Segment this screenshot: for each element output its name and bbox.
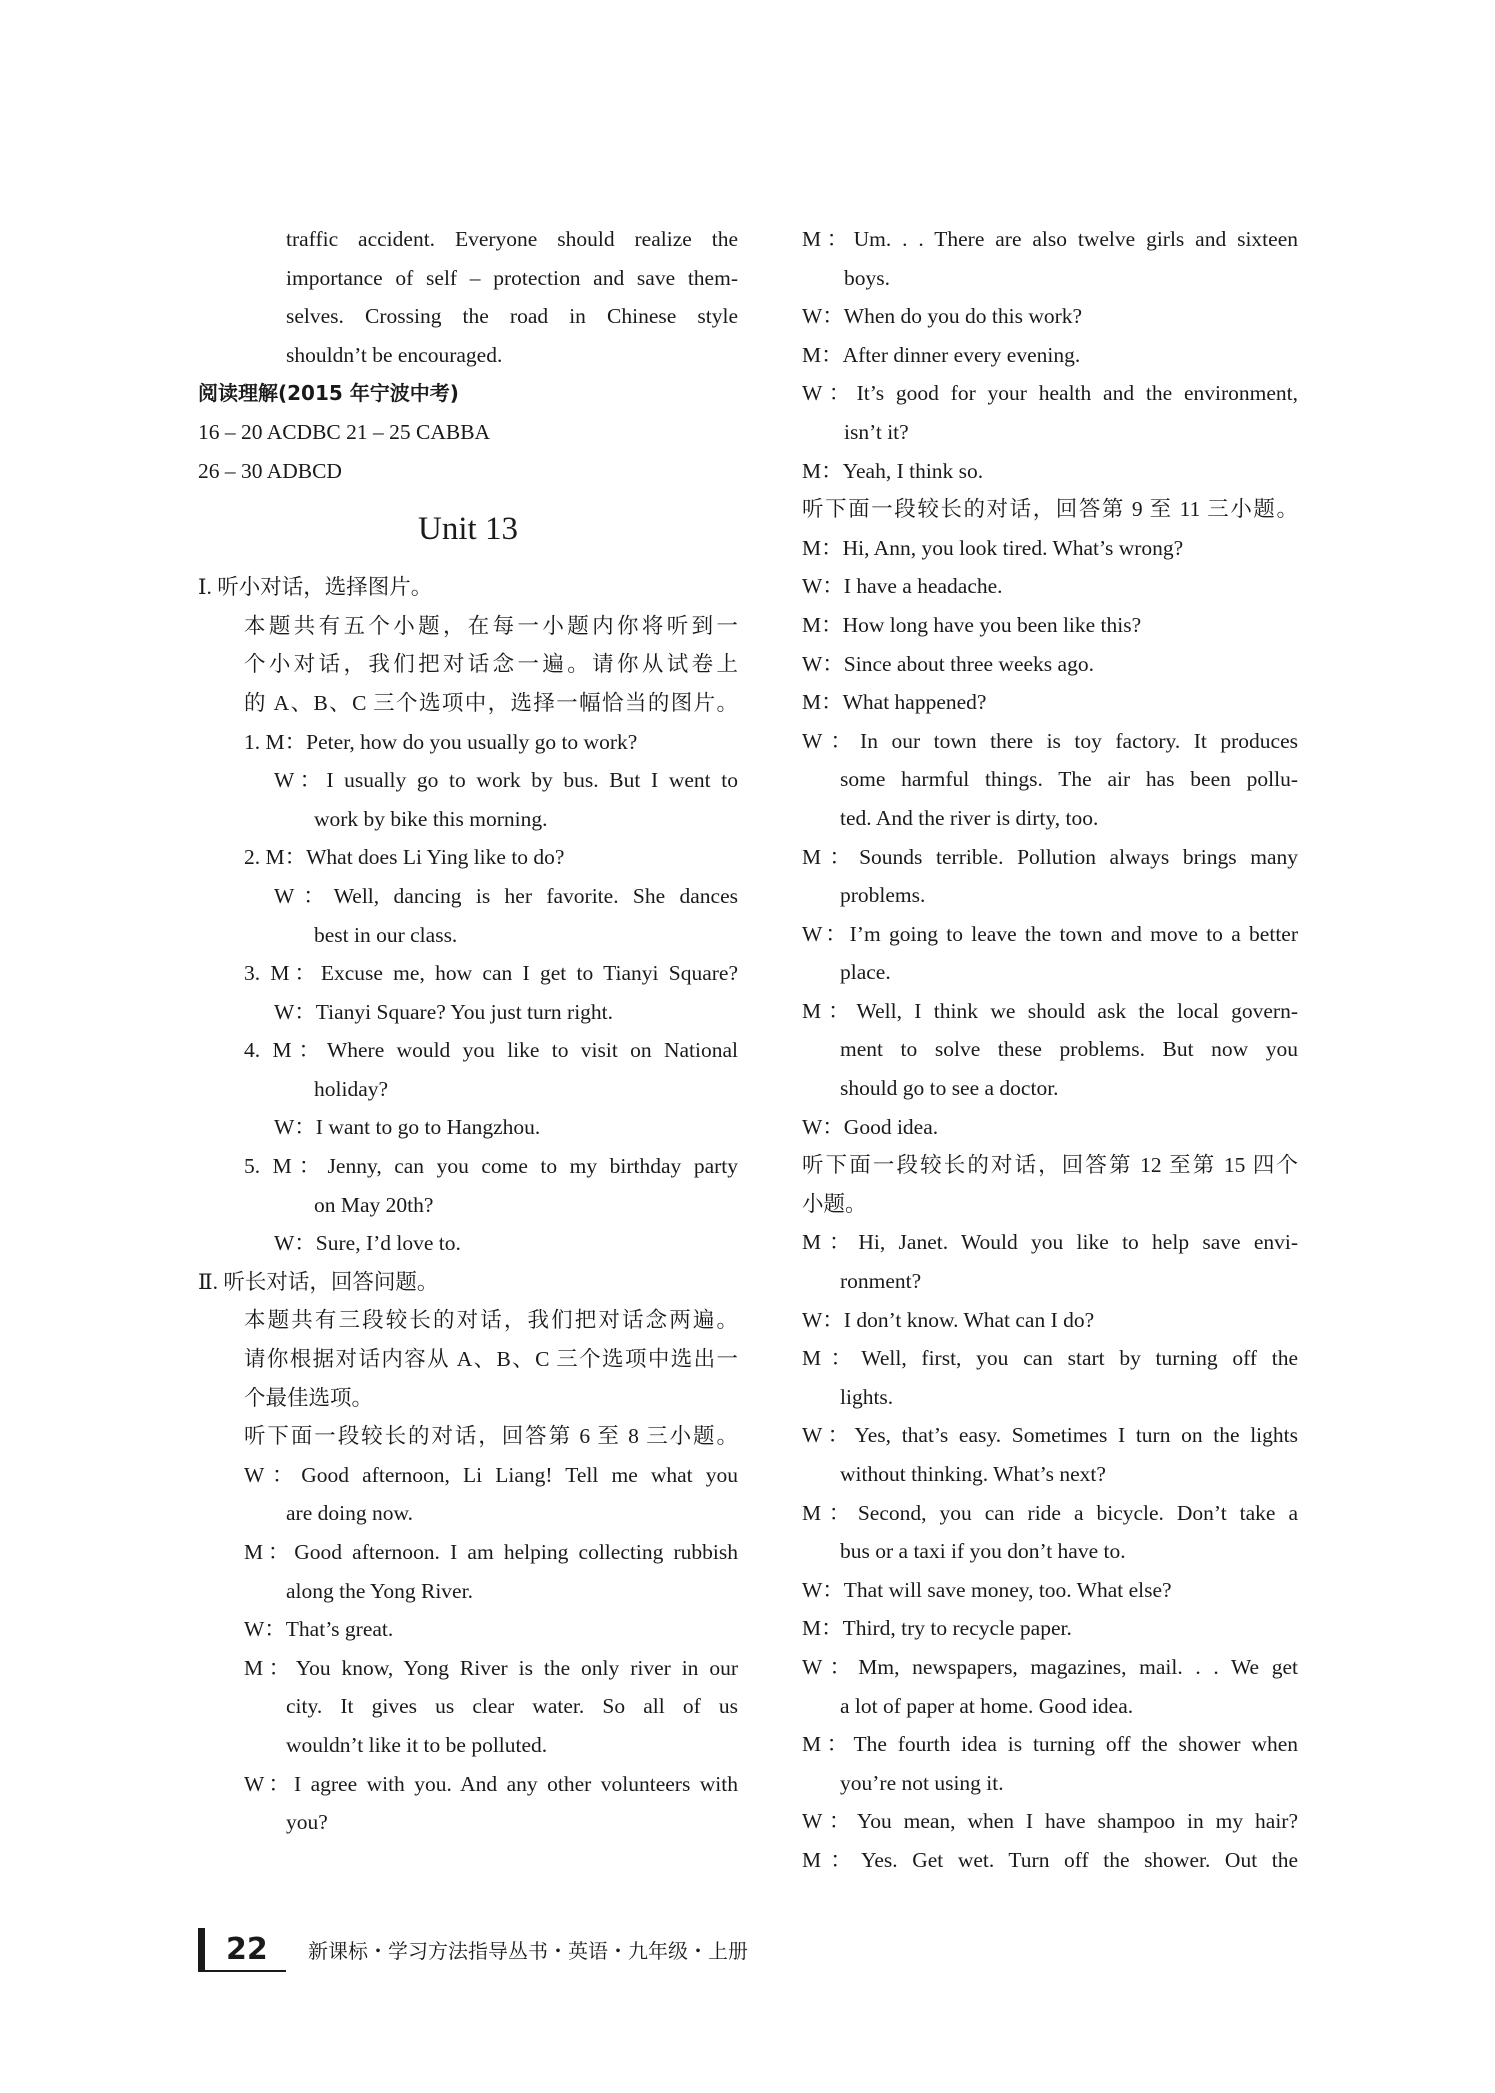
text-line: some harmful things. The air has been pollu- — [840, 767, 1298, 792]
text-line: should go to see a doctor. — [840, 1076, 1059, 1101]
text-line: M：Good afternoon. I am helping collecting rubbish — [244, 1540, 738, 1564]
text-line: W：When do you do this work? — [802, 304, 1083, 329]
text-line: W：I want to go to Hangzhou. — [274, 1115, 541, 1140]
text-line: M：Third, try to recycle paper. — [802, 1616, 1072, 1641]
text-line: M：After dinner every evening. — [802, 342, 1081, 367]
text-line: best in our class. — [314, 922, 458, 947]
right-column — [802, 220, 1298, 1880]
text-line: Ⅱ. 听长对话，回答问题。 — [198, 1269, 439, 1294]
text-line: M：Yes. Get wet. Turn off the shower. Out the — [802, 1847, 1298, 1872]
text-line: 本题共有五个小题，在每一小题内你将听到一 — [244, 613, 738, 638]
text-line: place. — [840, 960, 891, 985]
text-line: M：You know, Yong River is the only river in our — [244, 1655, 738, 1680]
text-line: 5. M：Jenny, can you come to my birthday party — [244, 1154, 738, 1179]
text-line: M：What happened? — [802, 690, 987, 715]
footer-bar — [198, 1928, 205, 1972]
text-line: W：I have a headache. — [802, 574, 1003, 599]
text-line: 4. M：Where would you like to visit on National — [244, 1038, 738, 1063]
text-line: 本题共有三段较长的对话，我们把对话念两遍。 — [244, 1308, 738, 1333]
text-line: 26 – 30 ADBCD — [198, 458, 342, 483]
text-line: M：Hi, Janet. Would you like to help save envi- — [802, 1230, 1298, 1255]
text-line: 个最佳选项。 — [244, 1385, 374, 1410]
text-line: W：It’s good for your health and the environment, — [802, 381, 1298, 406]
text-line: work by bike this morning. — [314, 806, 548, 831]
text-line: W：That’s great. — [244, 1617, 394, 1642]
text-line: W：Tianyi Square? You just turn right. — [274, 999, 614, 1024]
text-line: ted. And the river is dirty, too. — [840, 805, 1099, 830]
unit-title: Unit 13 — [418, 511, 518, 548]
text-line: W：Good afternoon, Li Liang! Tell me what you — [244, 1462, 738, 1487]
text-line: W：I don’t know. What can I do? — [802, 1307, 1095, 1332]
text-line: W：You mean, when I have shampoo in my hair? — [802, 1809, 1298, 1834]
text-line: wouldn’t like it to be polluted. — [286, 1732, 548, 1757]
page-number: 22 — [226, 1932, 268, 1967]
page-footer — [198, 1926, 1018, 1978]
text-line: M：Yeah, I think so. — [802, 458, 984, 483]
text-line: 听下面一段较长的对话，回答第 12 至第 15 四个 — [802, 1153, 1298, 1178]
text-line: W：Mm, newspapers, magazines, mail. . . We get — [802, 1654, 1298, 1679]
text-line: 阅读理解(2015 年宁波中考) — [198, 381, 459, 406]
text-line: 的 A、B、C 三个选项中，选择一幅恰当的图片。 — [244, 690, 738, 715]
text-line: W：Well, dancing is her favorite. She dances — [274, 883, 738, 908]
text-line: W：That will save money, too. What else? — [802, 1577, 1172, 1602]
footer-rule — [198, 1970, 286, 1972]
text-line: 小题。 — [802, 1191, 867, 1216]
text-line: without thinking. What’s next? — [840, 1462, 1106, 1486]
text-line: W：In our town there is toy factory. It produces — [802, 728, 1298, 753]
text-line: you? — [286, 1810, 328, 1835]
text-line: M：How long have you been like this? — [802, 612, 1142, 637]
text-line: W：Since about three weeks ago. — [802, 651, 1094, 676]
text-line: shouldn’t be encouraged. — [286, 342, 503, 367]
text-line: M：The fourth idea is turning off the shower when — [802, 1732, 1298, 1757]
text-line: along the Yong River. — [286, 1578, 473, 1603]
text-line: 个小对话，我们把对话念一遍。请你从试卷上 — [244, 652, 738, 677]
text-line: W：Yes, that’s easy. Sometimes I turn on the lights — [802, 1423, 1298, 1448]
text-line: M：Second, you can ride a bicycle. Don’t take a — [802, 1500, 1298, 1525]
text-line: W：I’m going to leave the town and move to a better — [802, 921, 1298, 946]
text-line: 3. M：Excuse me, how can I get to Tianyi Square? — [244, 961, 738, 986]
text-line: M：Um. . . There are also twelve girls and sixteen — [802, 227, 1298, 251]
text-line: M：Well, first, you can start by turning off the — [802, 1346, 1298, 1371]
text-line: 听下面一段较长的对话，回答第 9 至 11 三小题。 — [802, 497, 1298, 522]
text-line: Ⅰ. 听小对话，选择图片。 — [198, 575, 433, 600]
text-line: 请你根据对话内容从 A、B、C 三个选项中选出一 — [244, 1347, 738, 1372]
text-line: 1. M：Peter, how do you usually go to work? — [244, 729, 638, 754]
text-line: ronment? — [840, 1269, 922, 1294]
text-line: W：Good idea. — [802, 1114, 939, 1139]
text-line: are doing now. — [286, 1501, 413, 1526]
text-line: 2. M：What does Li Ying like to do? — [244, 845, 565, 870]
book-title: 新课标・学习方法指导丛书・英语・九年级・上册 — [308, 1939, 748, 1963]
text-line: W：I agree with you. And any other volunteers with — [244, 1771, 738, 1796]
text-line: a lot of paper at home. Good idea. — [840, 1693, 1134, 1718]
text-line: ment to solve these problems. But now you — [840, 1037, 1298, 1062]
left-column — [198, 220, 738, 1842]
text-line: on May 20th? — [314, 1192, 434, 1217]
text-line: boys. — [844, 265, 890, 290]
text-line: importance of self – protection and save them- — [286, 265, 738, 290]
text-line: W：Sure, I’d love to. — [274, 1231, 461, 1256]
text-line: city. It gives us clear water. So all of us — [286, 1694, 738, 1719]
text-line: lights. — [840, 1384, 894, 1409]
text-line: M：Sounds terrible. Pollution always brings many — [802, 844, 1298, 869]
text-line: selves. Crossing the road in Chinese style — [286, 304, 738, 329]
text-line: 听下面一段较长的对话，回答第 6 至 8 三小题。 — [244, 1424, 738, 1449]
text-line: W：I usually go to work by bus. But I went to — [274, 768, 738, 793]
text-line: M：Well, I think we should ask the local govern- — [802, 998, 1298, 1023]
text-line: M：Hi, Ann, you look tired. What’s wrong? — [802, 535, 1184, 560]
text-line: you’re not using it. — [840, 1770, 1004, 1795]
text-line: problems. — [840, 883, 926, 908]
text-line: holiday? — [314, 1076, 389, 1101]
text-line: traffic accident. Everyone should realize the — [286, 227, 738, 251]
text-line: bus or a taxi if you don’t have to. — [840, 1539, 1126, 1564]
text-line: 16 – 20 ACDBC 21 – 25 CABBA — [198, 419, 491, 444]
text-line: isn’t it? — [844, 419, 909, 444]
